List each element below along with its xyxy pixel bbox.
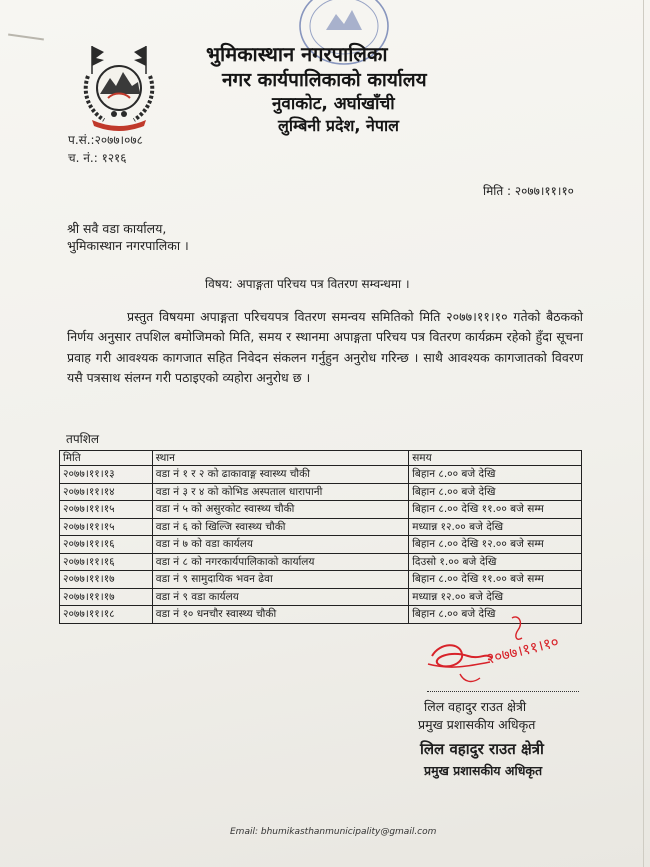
cell-time: बिहान ८.०० देखि १२.०० बजे सम्म: [409, 536, 582, 554]
cell-date: २०७७।११।१६: [60, 553, 153, 571]
handwritten-signature: [420, 612, 590, 692]
cell-time: बिहान ८.०० बजे देखि: [409, 483, 582, 501]
header-place: स्थान: [152, 451, 408, 466]
cell-time: दिउसो १.०० बजे देखि: [409, 553, 582, 571]
office-name: नगर कार्यपालिकाको कार्यालय: [222, 69, 427, 91]
schedule-label: तपशिल: [66, 432, 100, 446]
addressee-line-1: श्री सवै वडा कार्यालय,: [67, 221, 167, 236]
cell-place: वडा नं १ र २ को ढाकावाङ्ग स्वास्थ्य चौकी: [152, 466, 408, 484]
table-row: [60, 501, 582, 519]
letter-body: प्रस्तुत विषयमा अपाङ्गता परिचयपत्र वितरण समन्वय समितिको मिति २०७७।११।१० गतेको बैठकको निर्णय अनुसार तपशिल बमोजिमको मिति, समय र स्थानमा अपाङ्गता परिचय पत्र वितरण कार्यक्रम रहेको हुँदा सूचना प्रवाह गरी आवश्यक कागजात सहित निवेदन संकलन गर्नुहुन अनुरोध गरिन्छ । साथै आवश्यक कागजातको विवरण यसै पत्रसाथ संलग्न गरी पठाइएको व्यहोरा अनुरोध छ ।: [67, 309, 583, 386]
office-location: नुवाकोट, अर्घाखाँची: [272, 94, 395, 114]
signature-line: [427, 691, 579, 692]
distribution-schedule-table: [59, 450, 582, 624]
table-row: [60, 483, 582, 501]
paper-edge: [643, 0, 644, 867]
cell-time: बिहान ८.०० बजे देखि: [409, 606, 582, 624]
name-stamp: लिल वहादुर राउत क्षेत्री: [420, 740, 544, 758]
cell-place: वडा नं ३ र ४ को कोभिड अस्पताल धारापानी: [152, 483, 408, 501]
cell-time: बिहान ८.०० बजे देखि: [409, 466, 582, 484]
cell-date: २०७७।११।१७: [60, 588, 153, 606]
table-row: [60, 518, 582, 536]
header-date: मिति: [60, 451, 153, 466]
table-row: [60, 588, 582, 606]
cell-time: मध्यान्न १२.०० बजे देखि: [409, 518, 582, 536]
nepal-government-emblem-icon: [78, 40, 160, 132]
cell-date: २०७७।११।१४: [60, 483, 153, 501]
table-row: [60, 466, 582, 484]
fold-mark: [8, 34, 44, 41]
cell-place: वडा नं ८ को नगरकार्यपालिकाको कार्यालय: [152, 553, 408, 571]
cell-time: बिहान ८.०० देखि ११.०० बजे सम्म: [409, 501, 582, 519]
cell-date: २०७७।११।१६: [60, 536, 153, 554]
handwritten-date: २०७७।११।१०: [484, 632, 561, 668]
municipality-name: भुमिकास्थान नगरपालिका: [206, 42, 388, 66]
addressee-line-2: भुमिकास्थान नगरपालिका ।: [67, 238, 189, 253]
cell-date: २०७७।११।१५: [60, 501, 153, 519]
letter-reference-number: प.सं.:२०७७।०७८: [68, 133, 143, 147]
cell-time: बिहान ८.०० देखि ११.०० बजे सम्म: [409, 571, 582, 589]
dispatch-number: च. नं.: १२१६: [68, 151, 127, 165]
cell-place: वडा नं ९ सामुदायिक भवन ढेवा: [152, 571, 408, 589]
cell-place: वडा नं ९ वडा कार्यलय: [152, 588, 408, 606]
header-time: समय: [409, 451, 582, 466]
cell-place: वडा नं १० धनचौर स्वास्थ्य चौकी: [152, 606, 408, 624]
signatory-title: प्रमुख प्रशासकीय अधिकृत: [418, 717, 536, 732]
cell-place: वडा नं ६ को खिल्जि स्वास्थ्य चौकी: [152, 518, 408, 536]
cell-date: २०७७।११।१५: [60, 518, 153, 536]
letter-date: मिति : २०७७।११।१०: [483, 184, 574, 198]
letter-subject: विषय: अपाङ्गता परिचय पत्र वितरण सम्वन्धमा ।: [205, 277, 410, 291]
cell-time: मध्यान्न १२.०० बजे देखि: [409, 588, 582, 606]
table-row: [60, 571, 582, 589]
table-row: [60, 553, 582, 571]
cell-date: २०७७।११।१७: [60, 571, 153, 589]
cell-date: २०७७।११।१८: [60, 606, 153, 624]
signatory-name: लिल वहादुर राउत क्षेत्री: [424, 699, 527, 714]
cell-place: वडा नं ५ को असुरकोट स्वास्थ्य चौकी: [152, 501, 408, 519]
title-stamp: प्रमुख प्रशासकीय अधिकृत: [424, 763, 543, 778]
cell-place: वडा नं ७ को वडा कार्यलय: [152, 536, 408, 554]
table-row: [60, 536, 582, 554]
table-header-row: [60, 451, 582, 466]
footer-email: Email: bhumikasthanmunicipality@gmail.com: [230, 827, 437, 837]
office-province: लुम्बिनी प्रदेश, नेपाल: [278, 116, 400, 135]
cell-date: २०७७।११।१३: [60, 466, 153, 484]
